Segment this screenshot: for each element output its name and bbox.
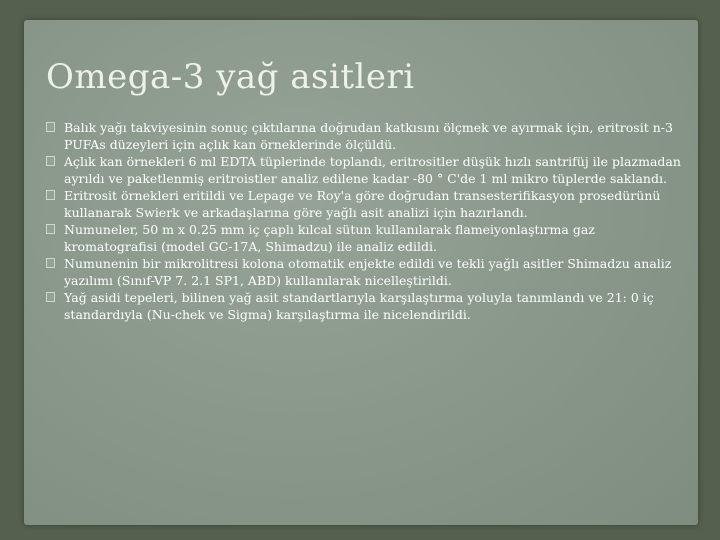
bullet-item: [46, 289, 682, 323]
bullet-text: Eritrosit örnekleri eritildi ve Lepage ve Roy'a göre doğrudan transesterifikasyon prosedürünü kullanarak Swierk ve arkadaşlarına göre yağlı asit analizi için hazırlandı.: [64, 188, 661, 220]
slide-title: Omega-3 yağ asitleri: [46, 57, 415, 97]
bullet-text: Yağ asidi tepeleri, bilinen yağ asit standartlarıyla karşılaştırma yoluyla tanımlandı ve 21: 0 iç standardıyla (Nu-chek ve Sigma) karşılaştırma ile nicelendirildi.: [64, 290, 654, 322]
bullet-list: [46, 119, 682, 323]
square-bullet-icon: [46, 122, 55, 132]
square-bullet-icon: [46, 292, 55, 302]
bullet-item: [46, 221, 682, 255]
bullet-text: Numuneler, 50 m x 0.25 mm iç çaplı kılcal sütun kullanılarak flameiyonlaştırma gaz kromatografisi (model GC-17A, Shimadzu) ile analiz edildi.: [64, 222, 595, 254]
bullet-item: [46, 187, 682, 221]
bullet-text: Balık yağı takviyesinin sonuç çıktılarına doğrudan katkısını ölçmek ve ayırmak için, eritrosit n-3 PUFAs düzeyleri için açlık kan örneklerinde ölçüldü.: [64, 120, 673, 152]
square-bullet-icon: [46, 224, 55, 234]
square-bullet-icon: [46, 190, 55, 200]
bullet-text: Numunenin bir mikrolitresi kolona otomatik enjekte edildi ve tekli yağlı asitler Shimadzu analiz yazılımı (Sınıf-VP 7. 2.1 SP1, ABD) kullanılarak nicelleştirildi.: [64, 256, 672, 288]
bullet-item: [46, 119, 682, 153]
bullet-item: [46, 255, 682, 289]
square-bullet-icon: [46, 156, 55, 166]
bullet-text: Açlık kan örnekleri 6 ml EDTA tüplerinde toplandı, eritrositler düşük hızlı santrifüj ile plazmadan ayrıldı ve paketlenmiş eritroistler analiz edilene kadar -80 ° C'de 1 ml mikro tüplerde saklandı.: [64, 154, 681, 186]
bullet-item: [46, 153, 682, 187]
square-bullet-icon: [46, 258, 55, 268]
